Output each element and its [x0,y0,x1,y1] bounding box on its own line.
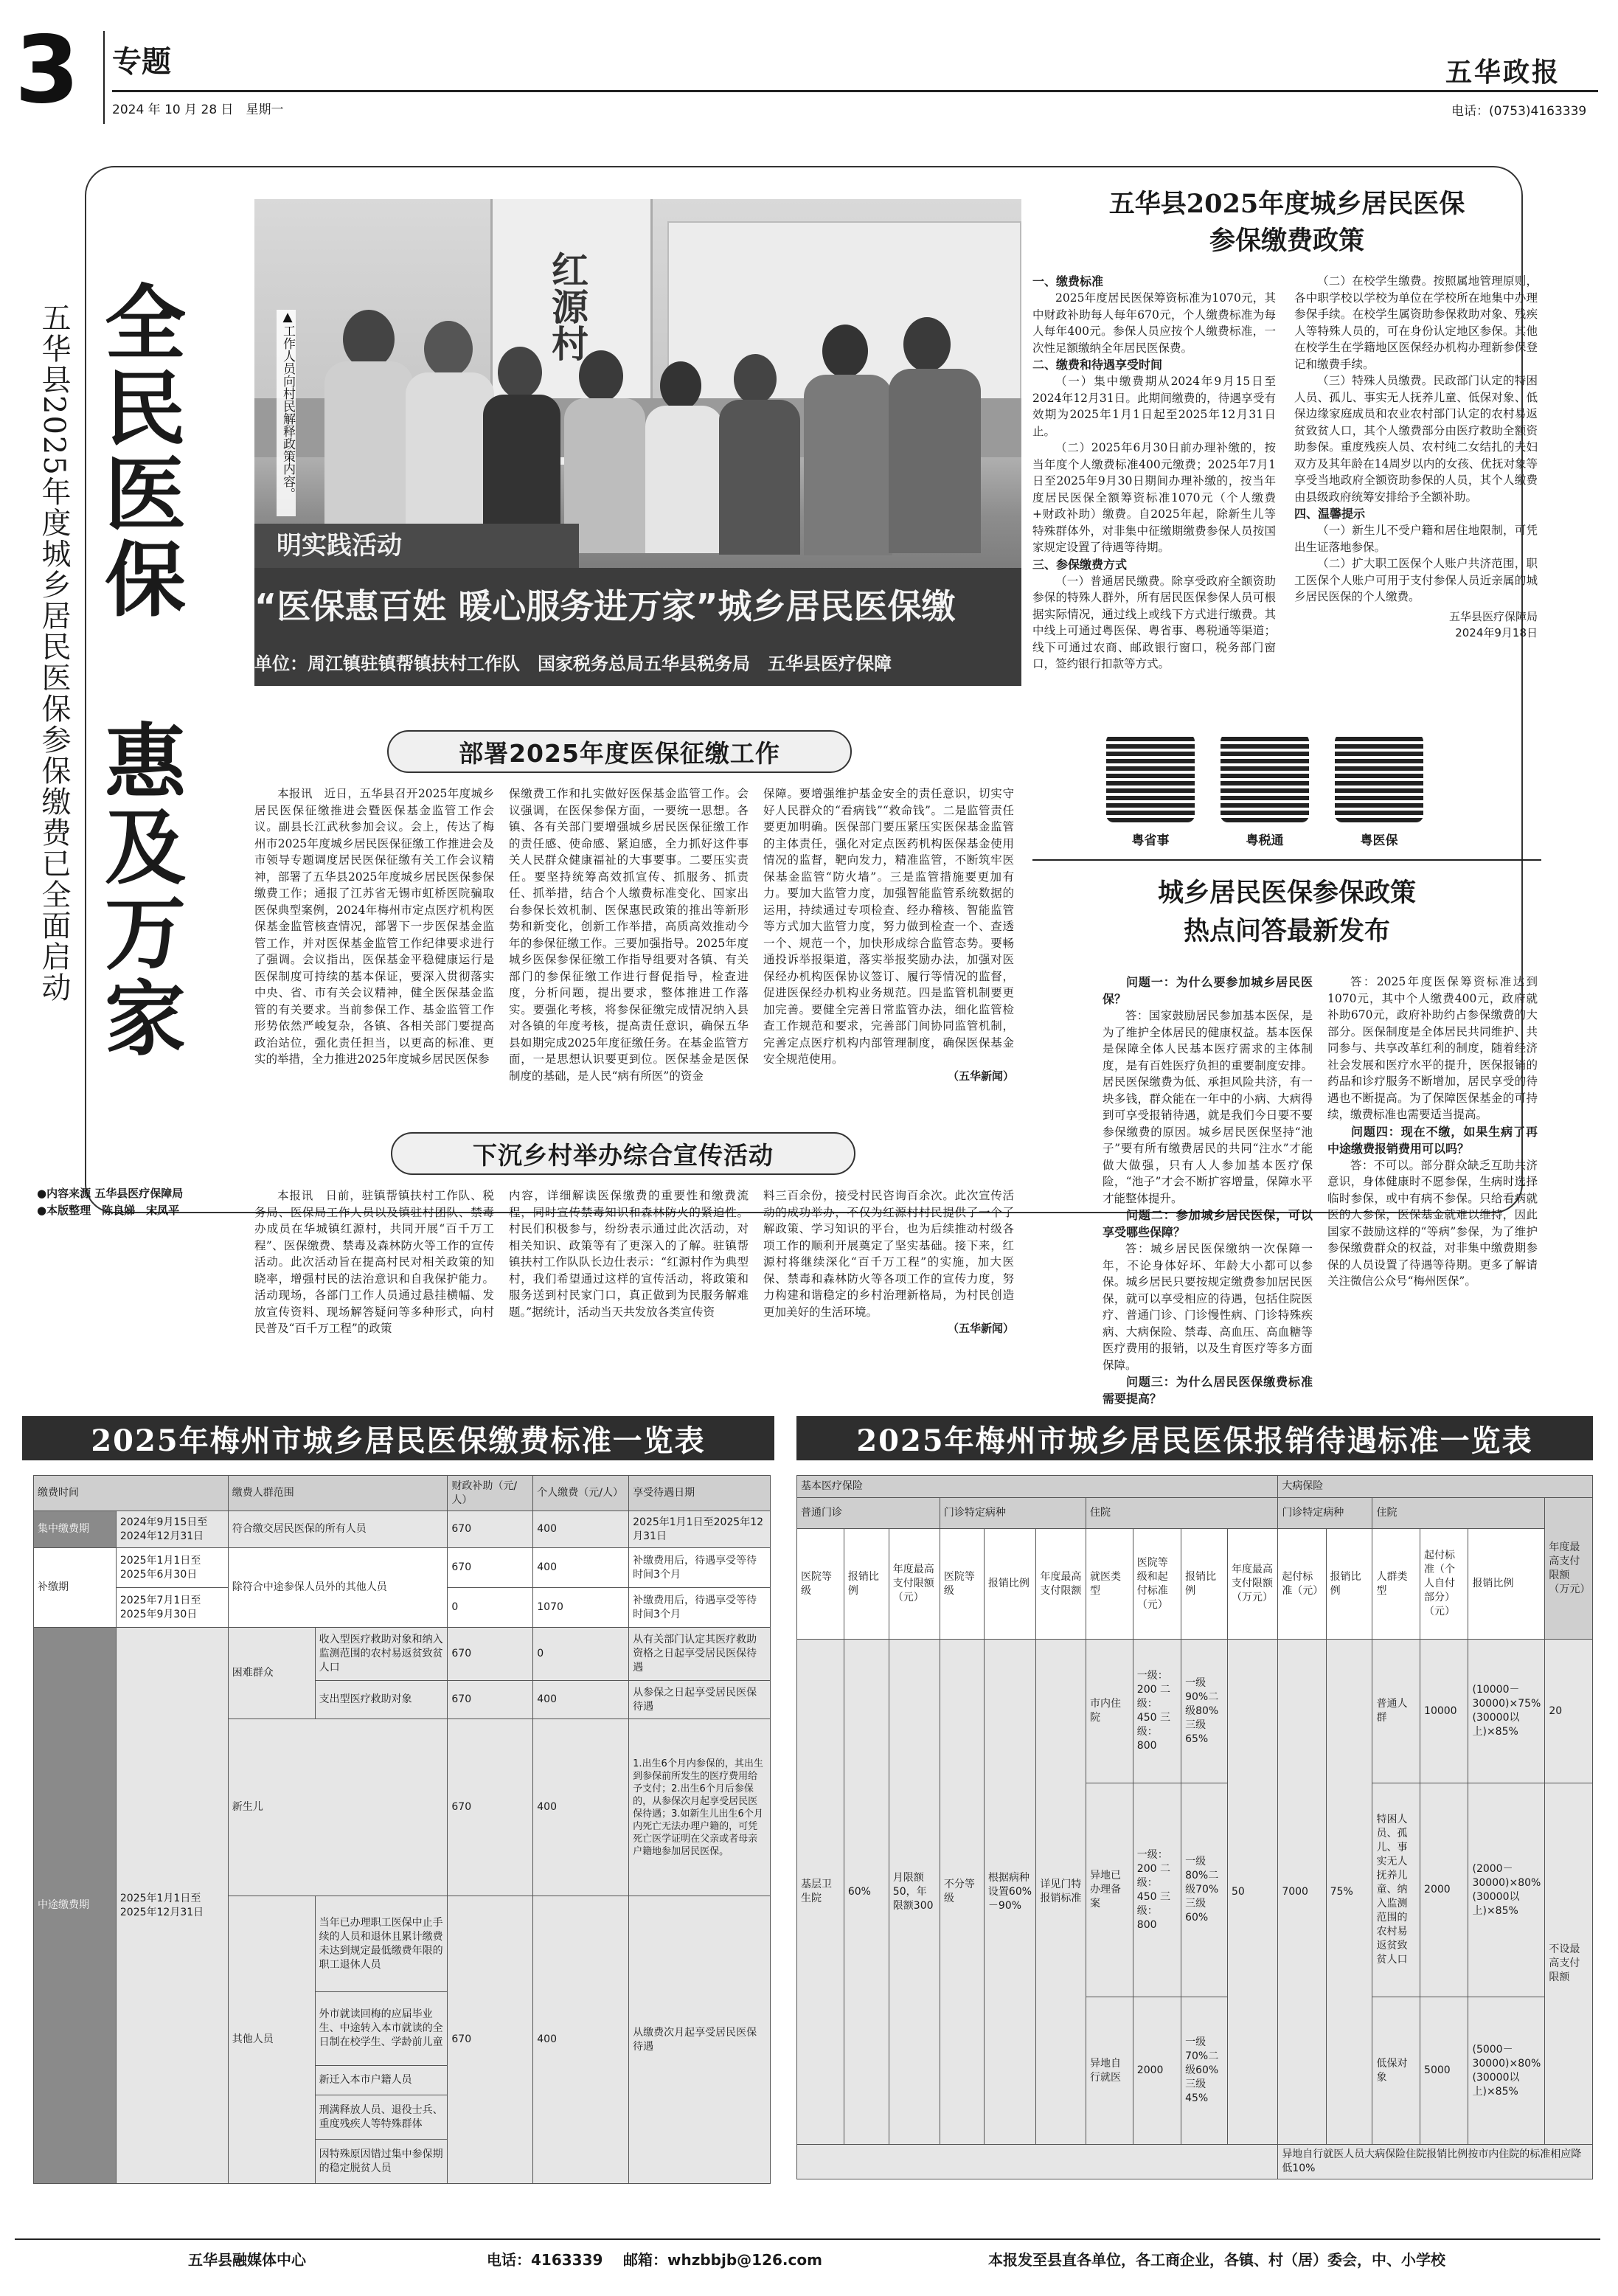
header-phone: 电话：(0753)4163339 [1451,104,1587,119]
th-serious: 大病保险 [1278,1476,1593,1498]
qr-code-yueyibao[interactable] [1335,734,1423,822]
period-label: 集中缴费期 [34,1511,117,1548]
photo-banner: “医保惠百姓 暖心服务进万家”城乡居民医保缴 [254,568,1021,645]
credits-editors: ●本版整理 陈良娣 宋凤平 [37,1204,180,1217]
reimbursement-table [796,1475,1593,2179]
table-row: 普通门诊 门诊特定病种 住院 门诊特定病种 住院 年度最高支付限额（万元） [797,1498,1593,1529]
footer-distribution: 本报发至县直各单位，各工商企业，各镇、村（居）委会，中、小学校 [988,2251,1445,2269]
table-row: 异地已办理备案 一级：200 二级：450 三级：800 一级80%二级70%三级60% 特困人员、孤儿、事实无人抚养儿童、纳入监测范围的农村易返贫致贫人口 2000 (2000－30000)×80%(30000以上)×85% 不设最高支付限额 [797,1783,1593,1997]
table-row: 2025年7月1日至2025年9月30日 0 1070 补缴费用后，待遇享受等待时间3个月 [34,1588,771,1628]
table-row: 医院等级 报销比例 年度最高支付限额（元） 医院等级 报销比例 年度最高支付限额 就医类型 医院等级和起付标准（元） 报销比例 年度最高支付限额（万元） 起付标准（元） 报销比例 人群类型 起付标准（个人自付部分）（元） 报销比例 [797,1529,1593,1640]
footer-phone: 电话：4163339 [487,2251,603,2269]
deploy-heading: 部署2025年度医保征缴工作 [387,730,852,773]
footer-org: 五华县融媒体中心 [188,2251,306,2269]
table-left-title: 2025年梅州市城乡居民医保缴费标准一览表 [22,1416,774,1460]
table-row [797,2145,1593,2179]
th-time: 缴费时间 [34,1476,229,1511]
feature-subtitle: 五华县2025年度城乡居民医保参保缴费已全面启动 [37,302,71,1003]
th-basic: 基本医疗保险 [797,1476,1278,1498]
deploy-col-2: 保缴费工作和扎实做好医保基金监管工作。会议强调，在医保参保方面，一要统一思想。各镇、各有关部门要增强城乡居民医保征缴工作的责任感、使命感、紧迫感，全力抓好这件事关人民群众健康福祉的大事要事。二要压实责任。要坚持统筹高效抓宣传、抓服务、抓责任、抓举措，结合个人缴费标准变化、国家出台参保长效机制、医保惠民政策的推出等新形势和新变化，创新工作举措，高质高效推动今年的参保征缴工作。三要加强指导。2025年度城乡医保参保征缴工作指导组要对各镇、有关部门的参保征缴工作进行督促指导，检查进度，分析问题，提出要求，整体推进工作落实。要强化考核，将参保征缴完成情况纳入县对各镇的年度考核，提高责任意识，确保五华县如期完成2025年度征缴任务。在基金监管方面，一是思想认识要更到位。医保基金是医保制度的基础，是人民“病有所医”的资金 [509,787,749,1083]
issue-date: 2024 年 10 月 28 日 星期一 [112,103,284,117]
policy-sign-org: 五华县医疗保障局 [1448,609,1538,623]
page-number: 3 [15,15,80,124]
photo-org-line: 单位：周江镇驻镇帮镇扶村工作队 国家税务总局五华县税务局 五华县医疗保障 [254,645,1021,686]
qa-col-1: 问题一：为什么要参加城乡居民医保？ 答：国家鼓励居民参加基本医保，是为了维护全体居民的健康权益。基本医保是保障全体人民基本医疗需求的主体制度，是有百姓医疗负担的重要制度安排。居民医保缴费为低、承担风险共济，有一块多钱，群众能在一年中的小病、大病得到可享受报销待遇，就是我们今日要不要参保缴费的原因。城乡居民医保坚持“池子”要有所有缴费居民的共同“注水”才能做大做强，只有人人参加基本医疗保险，“池子”才会不断扩容增量，保障水平才能整体提升。 问题二：参加城乡居民医保，可以享受哪些保障？ 答：城乡居民医保缴纳一次保障一年，不论身体好坏、年龄大小都可以参保。城乡居民只要按规定缴费参加居民医保，就可以享受相应的待遇，包括住院医疗、普通门诊、门诊慢性病、门诊特殊疾病、大病保险、禁毒、高血压、高血糖等医疗费用的报销，以及生育医疗等多方面保障。 问题三：为什么居民医保缴费标准需要提高？ [1103,975,1313,1406]
qr-label-1: 粤省事 [1131,833,1170,848]
qa-col-2: 答：2025年度医保筹资标准达到1070元，其中个人缴费400元，政府就补助670元，政府补助约占参保缴费的大部分。医保制度是全体居民共同维护、共同参与、共享改革红利的制度，随着经济社会发展和医疗水平的提升，医保报销的药品和诊疗服务不断增加，居民享受的待遇也不断提高。为了保障医保基金的可持续，缴费标准也需要适当提高。 问题四：现在不缴，如果生病了再中途缴费报销费用可以吗？ 答：不可以。部分群众缺乏互助共济意识，身体健康时不愿参保，生病时选择临时参保，或中有病不参保。只给看病就医的人参保，医保基金就难以维持，因此国家不鼓励这样的“等病”参保，为了维护参保缴费群众的权益，对非集中缴费期参保的人员设置了待遇等待期。更多了解请关注微信公众号“梅州医保”。 [1327,975,1538,1288]
headline-sub: 惠及万家 [91,719,186,1061]
policy-s2-heading: 二、缴费和待遇享受时间 [1032,358,1163,372]
village-sign: 红源村 [546,251,589,361]
qr-label-3: 粤医保 [1360,833,1398,848]
table-row: 刑满释放人员、退役士兵、重度残疾人等特殊群体 [34,2095,771,2140]
th-benefit: 享受待遇日期 [629,1476,771,1511]
policy-s4-heading: 四、温馨提示 [1294,507,1366,521]
table-row: 补缴期 2025年1月1日至2025年6月30日 除符合中途参保人员外的其他人员 670 400 补缴费用后，待遇享受等待时间3个月 [34,1548,771,1588]
section-name: 专题 [112,45,171,79]
table-row [797,1476,1593,1498]
visit-col-3: 料三百余份，接受村民咨询百余次。此次宣传活动的成功举办，不仅为红源村村民提供了一个了解政策、学习知识的平台，也为后续推动村级各项工作的顺利开展奠定了坚实基础。接下来，红源村将继续深化“百千万工程”的实施，加大医保、禁毒和森林防火等各项工作的宣传力度，努力构建和谐稳定的乡村治理新格局，为村民创造更加美好的生活环境。 （五华新闻） [763,1189,1014,1335]
th-scope: 缴费人群范围 [228,1476,448,1511]
table-row: 基层卫生院 60% 月限额50，年限额300 不分等级 根据病种设置60%－90% 详见门特报销标准 市内住院 一级：200 二级：450 三级：800 一级90%二级80%三级65% 50 7000 75% 普通人群 10000 (10000－30000)×75%(30000以上)×85% 20 [797,1640,1593,1783]
table-row: 新生儿 670 400 1.出生6个月内参保的，其出生到参保前所发生的医疗费用给予支付；2.出生6个月后参保的，从参保次月起享受居民医保待遇；3.如新生儿出生6个月内死亡无法办理户籍的，可凭死亡医学证明在父亲或者母亲户籍地参加居民医保。 [34,1719,771,1896]
paper-name: 五华政报 [1445,57,1561,88]
credits-source: ●内容来源 五华县医疗保障局 [37,1187,184,1200]
table-right-title: 2025年梅州市城乡居民医保报销待遇标准一览表 [796,1416,1593,1460]
table-note: 异地自行就医人员大病保险住院报销比例按市内住院的标准相应降低10% [1278,2145,1593,2179]
th-individual: 个人缴费（元/人） [533,1476,629,1511]
table-row: 其他人员 当年已办理职工医保中止手续的人员和退休且累计缴费未达到规定最低缴费年限的职工退休人员 670 400 从缴费次月起享受居民医保待遇 [34,1896,771,1992]
visit-col-1: 本报讯 日前，驻镇帮镇扶村工作队、税务局、医保局工作人员以及镇驻村团队、禁毒办成员在华城镇红源村，共同开展“百千万工程”、医保缴费、禁毒及森林防火等工作的宣传活动。此次活动旨在提高村民对相关政策的知晓率，增强村民的法治意识和自我保护能力。活动现场，各部门工作人员通过悬挂横幅、发放宣传资料、现场解答疑问等多种形式，向村民普及“百千万工程”的政策 [254,1189,494,1335]
table-row: 异地自行就医 2000 一级70%二级60%三级45% 低保对象 5000 (5000－30000)×80%(30000以上)×85% [797,1997,1593,2145]
policy-col-1: 一、缴费标准 2025年度居民医保筹资标准为1070元，其中财政补助每人每年670元，个人缴费标准为每人每年400元。参保人员应按个人缴费标准，一次性足额缴纳全年居民医保费。 二、缴费和待遇享受时间 （一）集中缴费期从2024年9月15日至2024年12月31日。此期间缴费的，待遇享受有效期为2025年1月1日起至2025年12月31日止。 （二）2025年6月30日前办理补缴的，按当年度个人缴费标准400元缴费；2025年7月1日至2025年9月30日期间办理补缴的，按当年度居民医保全额筹资标准1070元（个人缴费+财政补助）缴费。自2025年起，除新生儿等特殊群体外，对非集中征缴期缴费参保人员按国家规定设置了待遇等待期。 三、参保缴费方式 （一）普通居民缴费。除享受政府全额资助参保的特殊人群外，所有居民医保参保人员可根据实际情况，通过线上或线下方式进行缴费。其中线上可通过粤医保、粤省事、粤税通等渠道；线下可通过农商、邮政银行窗口，税务部门窗口，签约银行扣款等方式。 [1032,274,1276,670]
photo-caption: ▲工作人员向村民解释政策内容。 [277,310,296,516]
qr-label-2: 粤税通 [1246,833,1284,848]
policy-col-2: （二）在校学生缴费。按照属地管理原则，各中职学校以学校为单位在学校所在地集中办理参保手续。在校学生属资助参保救助对象、残疾人等特殊人员的，可在身份认定地区参保。其他在校学生在学籍地区医保经办机构办理新参保登记和缴费手续。 （三）特殊人员缴费。民政部门认定的特困人员、孤儿、事实无人抚养儿童、低保对象、低保边缘家庭成员和农业农村部门认定的农村易返贫致贫人口，其个人缴费部分由医疗救助全额资助参保。重度残疾人员、农村纯二女结扎的夫妇双方及其年龄在14周岁以内的女孩、优抚对象等享受当地政府全额资助参保的人员，其个人缴费由县级政府统筹安排给予全额补助。 四、温馨提示 （一）新生儿不受户籍和居住地限制，可凭出生证落地参保。 （二）扩大职工医保个人账户共济范围，职工医保个人账户可用于支付参保人员近亲属的城乡居民医保的个人缴费。 五华县医疗保障局 2024年9月18日 [1294,274,1538,639]
table-row: 集中缴费期 2024年9月15日至2024年12月31日 符合缴交居民医保的所有人员 670 400 2025年1月1日至2025年12月31日 [34,1511,771,1548]
headline-main: 全民医保 [91,280,186,622]
deploy-col-3: 保障。要增强维护基金安全的责任意识，切实守好人民群众的“看病钱”“救命钱”。二是监管责任要更加明确。医保部门要压紧压实医保基金监管的主体责任，强化对定点医药机构医保基金使用情况的监督，靶向发力，精准监管，不断筑牢医保基金监管“防火墙”。三是监管措施要更加有力。要加大监管力度，加强智能监管系统数据的运用，持续通过专项检查、经办稽核、智能监管等方式加大监管力度，努力做到检查一个、查透一个、规范一个，加快形成综合监管态势。要畅通投诉举报渠道，落实举报奖励办法，加强对医保经办机构医保协议签订、履行等情况的监督，促进医保经办机构业务规范。四是监管机制要更加完善。要健全完善日常监管办法，细化监管检查工作规范和要求，完善部门间协同监管机制，完善定点医疗机构内部管理制度，确保医保基金安全规范使用。 （五华新闻） [763,787,1014,1083]
table-row: 支出型医疗救助对象 670 400 从参保之日起享受居民医保待遇 [34,1681,771,1719]
table-row [34,1476,771,1511]
table-row: 新迁入本市户籍人员 [34,2066,771,2095]
table-row: 中途缴费期 2025年1月1日至2025年12月31日 困难群众 收入型医疗救助对象和纳入监测范围的农村易返贫致贫人口 670 0 从有关部门认定其医疗救助资格之日起享受居民医保待遇 [34,1628,771,1681]
photo-top-banner: 明实践活动 [254,524,579,568]
qa-question-2: 问题二：参加城乡居民医保，可以享受哪些保障？ [1103,1208,1313,1239]
qr-code-yueshuitong[interactable] [1221,734,1309,822]
feature-photo [254,199,1021,686]
visit-heading: 下沉乡村举办综合宣传活动 [391,1132,855,1175]
table-row: 因特殊原因错过集中参保期的稳定脱贫人员 [34,2140,771,2184]
policy-title: 五华县2025年度城乡居民医保 参保缴费政策 [1108,189,1465,256]
qa-question-4: 问题四：现在不缴，如果生病了再中途缴费报销费用可以吗？ [1327,1124,1538,1156]
policy-s3-heading: 三、参保缴费方式 [1032,557,1128,572]
visit-col-2: 内容，详细解读医保缴费的重要性和缴费流程，同时宣传禁毒知识和森林防火的紧迫性。村民们积极参与，纷纷表示通过此次活动，对相关知识、政策等有了更深入的了解。驻镇帮镇扶村工作队队长边仕表示：“红源村作为典型村，我们希望通过这样的宣传活动，将政策和服务送到村民家门口，真正做到为民服务解难题。”据统计，活动当天共发放各类宣传资 [509,1189,749,1319]
deploy-col-1: 本报讯 近日，五华县召开2025年度城乡居民医保征缴推进会暨医保基金监管工作会议。副县长江武秋参加会议。会上，传达了梅州市2025年度城乡居民医保征缴工作推进会及市领导专题调度居民医保征缴有关工作会议精神，部署了五华县2025年度城乡居民医保参保缴费工作；通报了江苏省无锡市虹桥医院骗取医保典型案例，2024年梅州市定点医疗机构医保基金监管核查情况，部署下一步医保基金监管工作，并对医保基金监管工作纪律要求进行了强调。会议指出，医保基金平稳健康运行是医保制度可持续的基本保证，要深入贯彻落实中央、省、市有关会议精神，健全医保基金监管的有关要求。当前参保工作、基金监管工作形势依然严峻复杂，各镇、各相关部门要提高政治站位，强化责任担当，以更高的标准、更实的举措，全力推进2025年度城乡居民医保参 [254,787,494,1066]
deploy-byline: （五华新闻） [947,1069,1014,1083]
contribution-table [33,1475,771,2184]
qr-code-yueshengshi[interactable] [1106,734,1195,822]
period-label: 补缴期 [34,1548,117,1628]
table-row: 外市就读回梅的应届毕业生、中途转入本市就读的全日制在校学生、学龄前儿童 [34,1992,771,2066]
footer-email: 邮箱：whzbbjb@126.com [623,2251,822,2269]
period-label: 中途缴费期 [34,1628,117,2184]
qa-title: 城乡居民医保参保政策 热点问答最新发布 [1157,878,1416,946]
qa-question-1: 问题一：为什么要参加城乡居民医保？ [1103,975,1313,1006]
policy-s1-heading: 一、缴费标准 [1032,274,1104,288]
th-subsidy: 财政补助（元/人） [448,1476,533,1511]
visit-byline: （五华新闻） [947,1322,1014,1335]
qa-question-3: 问题三：为什么居民医保缴费标准需要提高？ [1103,1375,1313,1406]
policy-sign-date: 2024年9月18日 [1455,625,1538,639]
